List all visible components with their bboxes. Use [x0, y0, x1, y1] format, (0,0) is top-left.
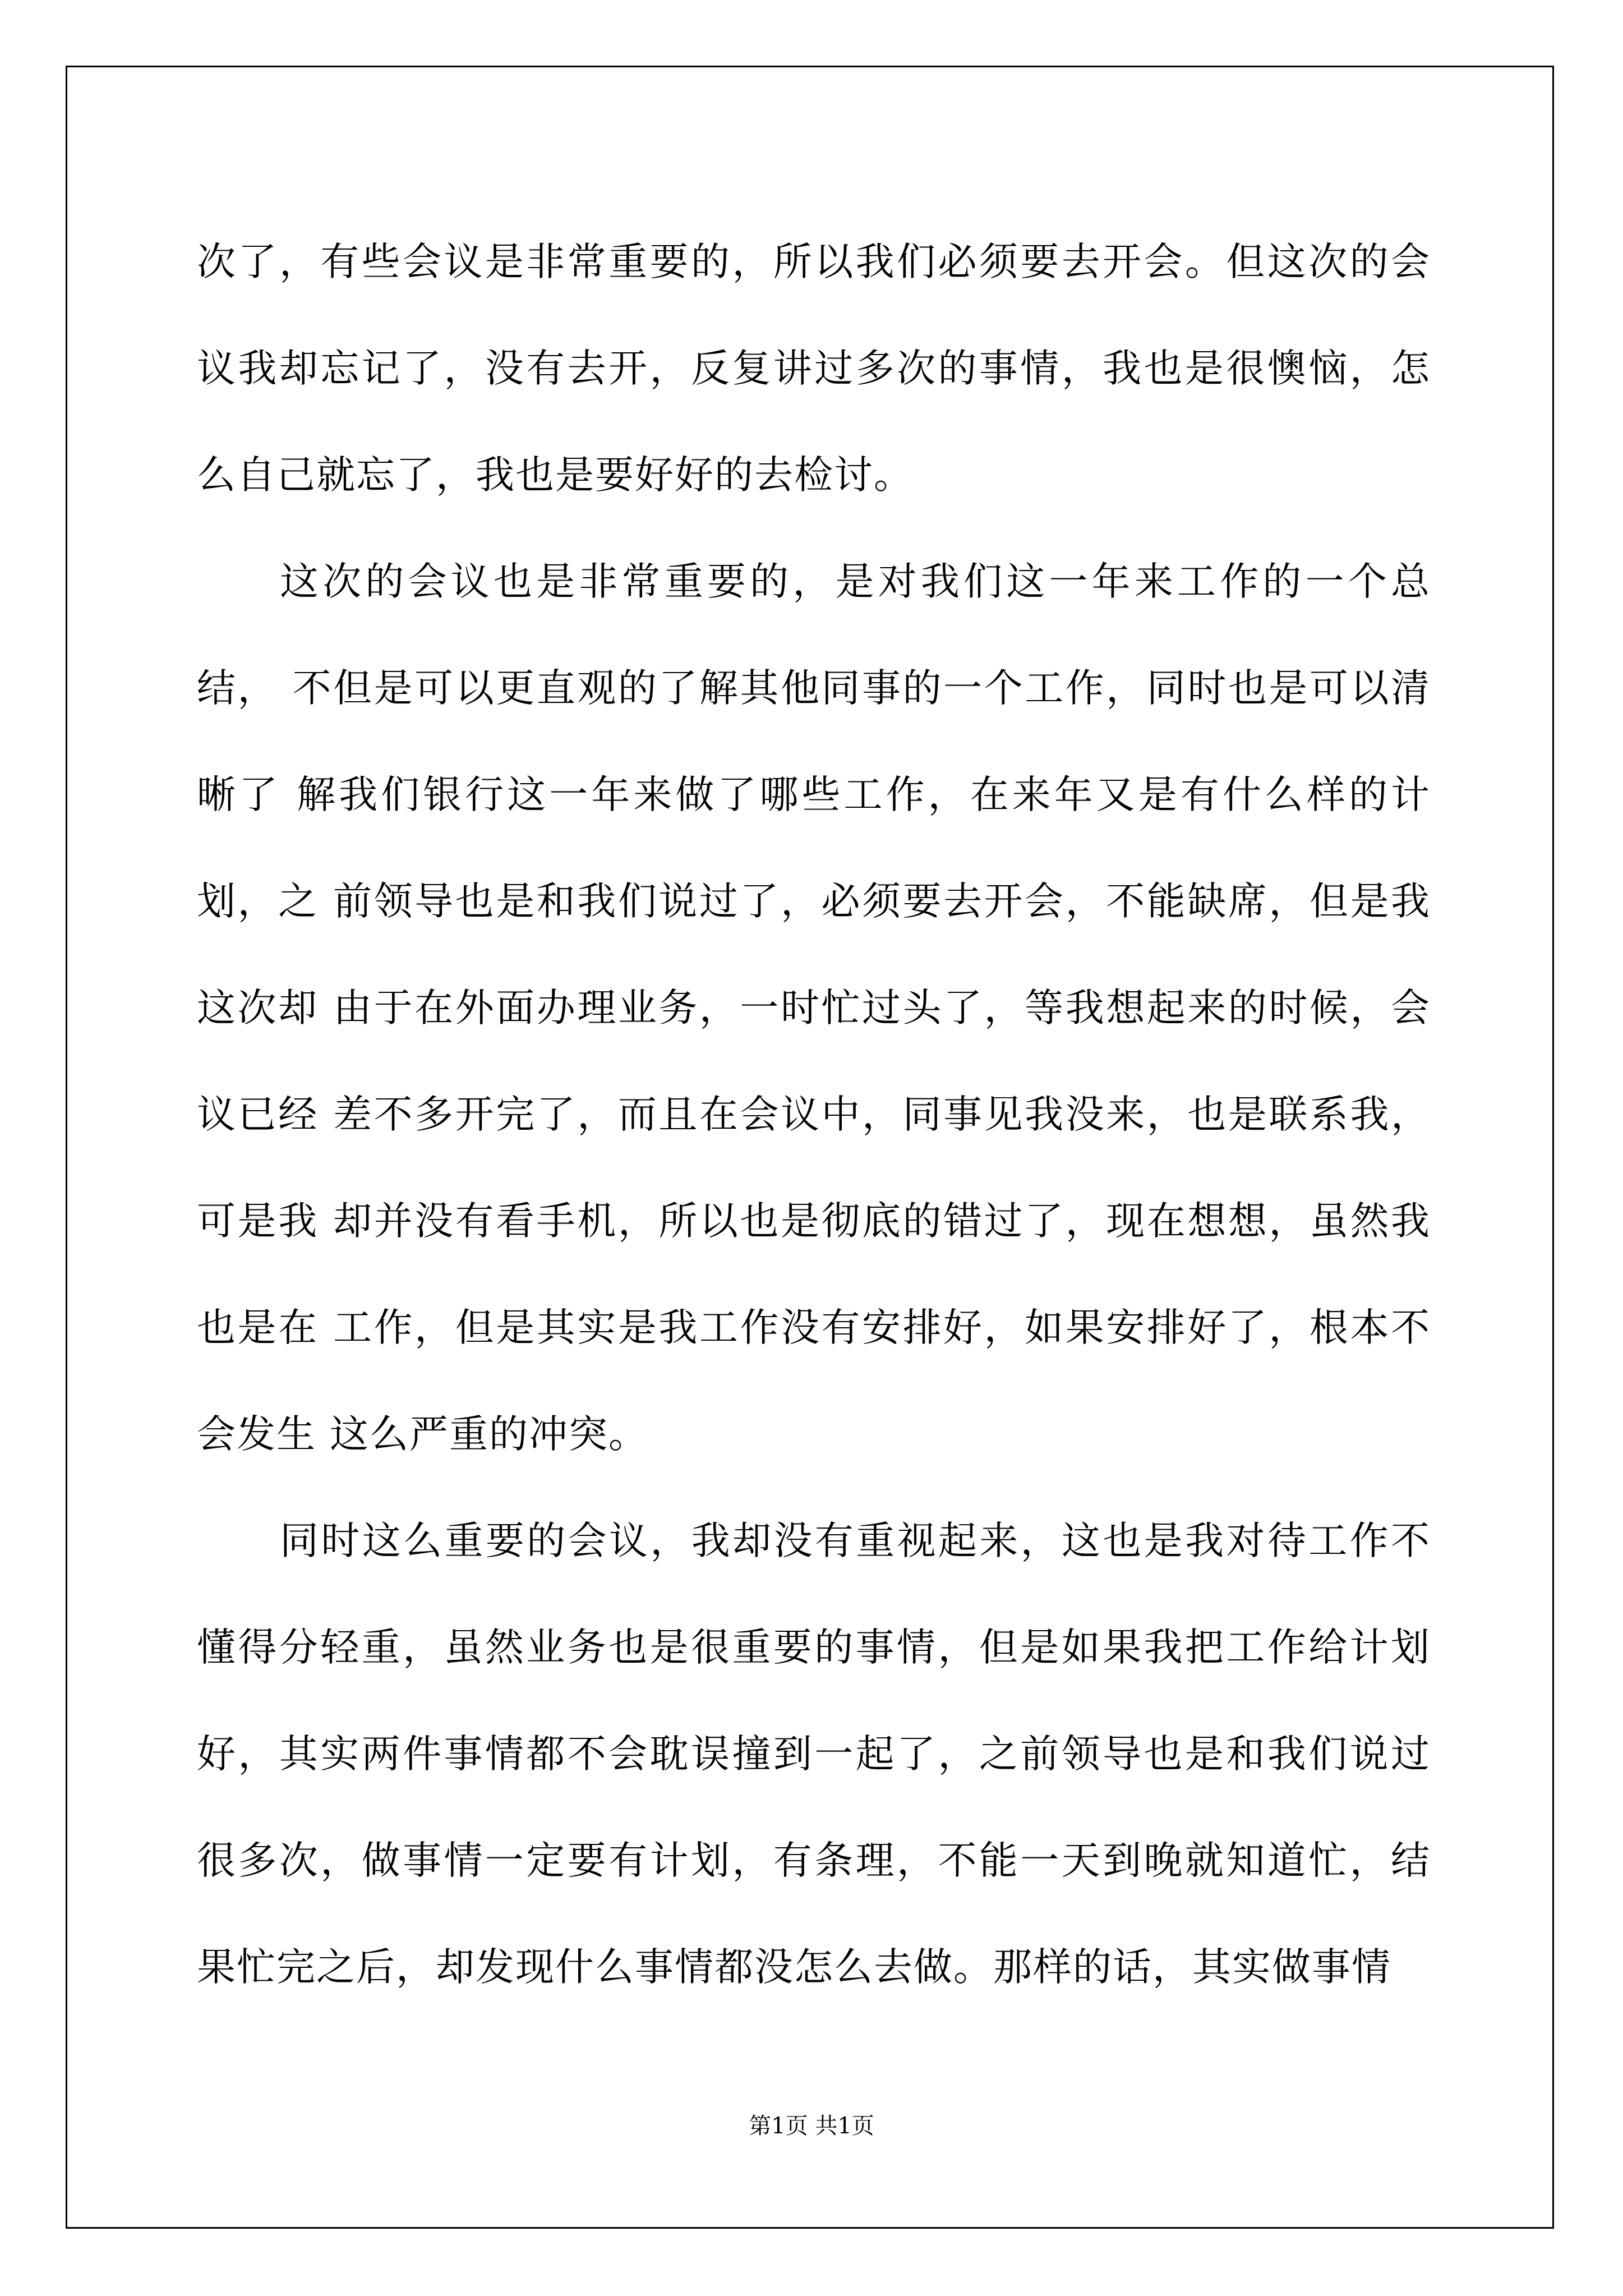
line: 果忙完之后，却发现什么事情都没怎么去做。那样的话，其实做事情: [197, 1945, 1391, 1990]
line: 前领导也是和我们说过了，必须要去开会，不能缺席，但是我这次却: [197, 879, 1431, 1030]
paragraph-1: [197, 209, 1431, 528]
paragraph-3: [197, 1488, 1431, 2021]
line: 同时这么重要的会议，我却没有重视起来，这也是我对待工作不: [280, 1519, 1431, 1563]
line: 次了，有些会议是非常重要的，所以我们必须要去开会。但这次的会: [197, 240, 1431, 284]
line: 么自己就忘了，我也是要好好的去检讨。: [197, 453, 914, 498]
line: 这么严重的冲突。: [329, 1412, 648, 1457]
line: 很多次，做事情一定要有计划，有条理，不能一天到晚就知道忙，结: [197, 1838, 1431, 1883]
document-body: [197, 209, 1431, 2021]
line: 好，其实两件事情都不会耽误撞到一起了，之前领导也是和我们说过: [197, 1732, 1431, 1777]
page-number: 第1页 共1页: [749, 2113, 874, 2139]
line: 却并没有看手机，所以也是彻底的错过了，现在想想，虽然我也是在: [197, 1199, 1431, 1350]
line: 工作，但是其实是我工作没有安排好，如果安排好了，根本不会发生: [197, 1305, 1431, 1457]
page-footer: [0, 2109, 1623, 2143]
paragraph-2: [197, 528, 1431, 1488]
line: 不但是可以更直观的了解其他同事的一个工作，同时也是可以清晰了: [197, 666, 1431, 817]
line: 解我们银行这一年来做了哪些工作，在来年又是有什么样的计划，之: [197, 772, 1431, 924]
line: 这次的会议也是非常重要的，是对我们这一年来工作的一个总结，: [197, 559, 1431, 711]
line: 差不多开完了，而且在会议中，同事见我没来，也是联系我，可是我: [197, 1092, 1431, 1244]
line: 由于在外面办理业务，一时忙过头了，等我想起来的时候，会议已经: [197, 986, 1431, 1137]
line: 懂得分轻重，虽然业务也是很重要的事情，但是如果我把工作给计划: [197, 1625, 1431, 1670]
line: 议我却忘记了，没有去开，反复讲过多次的事情，我也是很懊恼，怎: [197, 346, 1431, 391]
